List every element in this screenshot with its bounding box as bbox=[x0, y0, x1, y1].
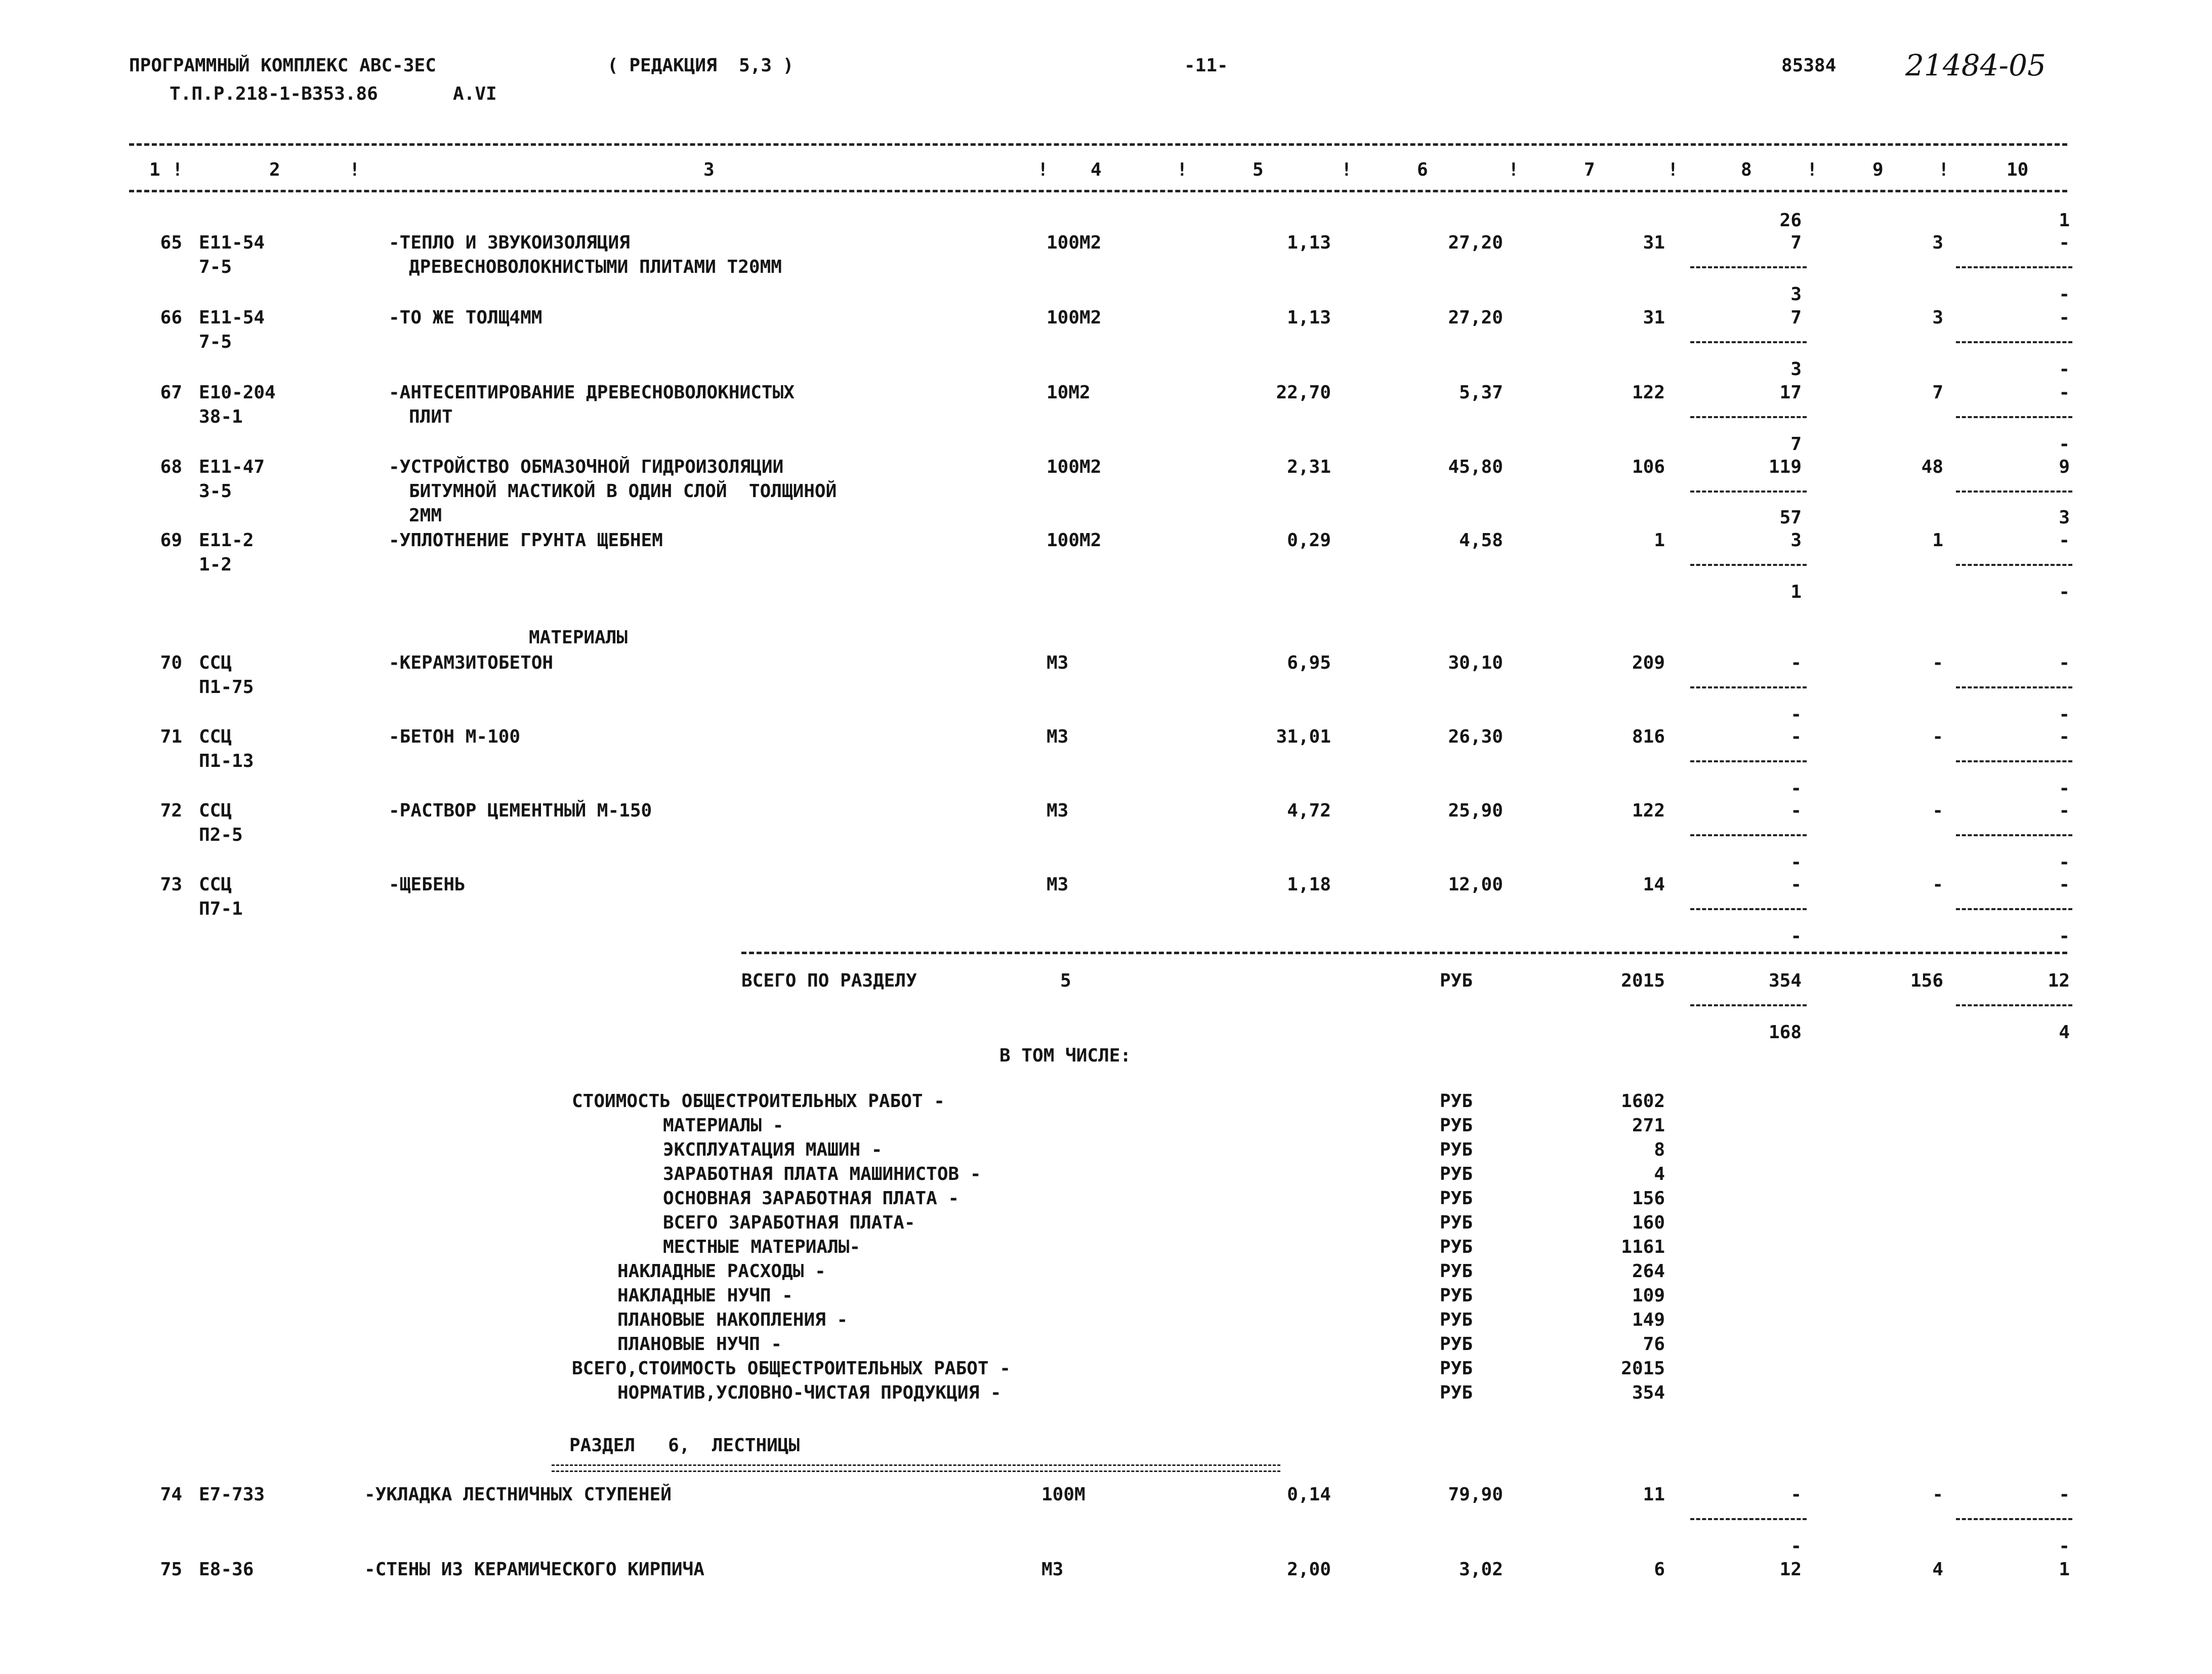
col-header-5: 5 bbox=[1253, 159, 1264, 180]
col-header-2: 2 bbox=[269, 159, 280, 180]
summary-value: 264 bbox=[1632, 1261, 1665, 1282]
col10-value: - bbox=[2059, 726, 2070, 747]
col10-bottom: - bbox=[2059, 284, 2070, 305]
unit-price: 4,58 bbox=[1459, 530, 1503, 551]
summary-value: 4 bbox=[1654, 1164, 1665, 1185]
fraction-rule bbox=[1956, 416, 2072, 418]
col10-bottom: 3 bbox=[2059, 507, 2070, 528]
unit-price: 5,37 bbox=[1459, 382, 1503, 403]
col10-bottom: - bbox=[2059, 1536, 2070, 1557]
section-total-col10: 12 bbox=[2048, 970, 2070, 991]
unit: 100М2 bbox=[1047, 457, 1102, 477]
col8-value: - bbox=[1790, 1484, 1802, 1505]
col-separator: ! bbox=[1938, 159, 1949, 180]
resource-code-sub: 1-2 bbox=[199, 554, 232, 575]
summary-label: ОСНОВНАЯ ЗАРАБОТНАЯ ПЛАТА - bbox=[663, 1188, 959, 1209]
col10-value: 9 bbox=[2059, 457, 2070, 477]
summary-label: НОРМАТИВ,УСЛОВНО-ЧИСТАЯ ПРОДУКЦИЯ - bbox=[617, 1382, 1001, 1403]
section-title-underline bbox=[552, 1464, 1280, 1472]
resource-code-sub: П2-5 bbox=[199, 825, 243, 845]
quantity: 4,72 bbox=[1287, 800, 1331, 821]
handwritten-doc-number: 21484-05 bbox=[1905, 48, 2046, 83]
total-cost: 122 bbox=[1632, 800, 1665, 821]
materials-heading: МАТЕРИАЛЫ bbox=[529, 627, 628, 648]
fraction-rule bbox=[1690, 760, 1807, 762]
summary-unit: РУБ bbox=[1440, 1164, 1473, 1185]
fraction-rule bbox=[1956, 908, 2072, 910]
col-separator: ! bbox=[1667, 159, 1679, 180]
total-cost: 106 bbox=[1632, 457, 1665, 477]
col9-value: 3 bbox=[1932, 307, 1943, 328]
row-number: 71 bbox=[160, 726, 182, 747]
work-description: -УСТРОЙСТВО ОБМАЗОЧНОЙ ГИДРОИЗОЛЯЦИИ bbox=[389, 457, 784, 477]
resource-code: Е11-54 bbox=[199, 232, 265, 253]
col10-value: - bbox=[2059, 530, 2070, 551]
col8-value: 12 bbox=[1779, 1559, 1802, 1580]
summary-unit: РУБ bbox=[1440, 1334, 1473, 1355]
col9-value: 7 bbox=[1932, 382, 1943, 403]
summary-value: 160 bbox=[1632, 1212, 1665, 1233]
fraction-rule bbox=[1690, 834, 1807, 836]
section-total-col9: 156 bbox=[1910, 970, 1943, 991]
col10-bottom: - bbox=[2059, 359, 2070, 380]
col8-bottom: - bbox=[1790, 704, 1802, 725]
row-number: 69 bbox=[160, 530, 182, 551]
col10-value: 1 bbox=[2059, 1559, 2070, 1580]
unit: 100М2 bbox=[1047, 307, 1102, 328]
section-total-unit: РУБ bbox=[1440, 970, 1473, 991]
resource-code: Е10-204 bbox=[199, 382, 276, 403]
row-number: 72 bbox=[160, 800, 182, 821]
fraction-rule bbox=[1956, 834, 2072, 836]
col8-value: - bbox=[1790, 874, 1802, 895]
summary-value: 156 bbox=[1632, 1188, 1665, 1209]
quantity: 1,13 bbox=[1287, 232, 1331, 253]
summary-label: ВСЕГО ЗАРАБОТНАЯ ПЛАТА- bbox=[663, 1212, 915, 1233]
unit-price: 27,20 bbox=[1448, 232, 1503, 253]
section-total-col8: 354 bbox=[1768, 970, 1802, 991]
header-rule-top bbox=[129, 143, 2067, 146]
col9-value: 1 bbox=[1932, 530, 1943, 551]
quantity: 1,13 bbox=[1287, 307, 1331, 328]
col10-value: - bbox=[2059, 1484, 2070, 1505]
summary-label: МЕСТНЫЕ МАТЕРИАЛЫ- bbox=[663, 1237, 861, 1257]
summary-unit: РУБ bbox=[1440, 1091, 1473, 1112]
unit: М3 bbox=[1047, 652, 1069, 673]
col9-value: - bbox=[1932, 652, 1943, 673]
work-description-cont: 2ММ bbox=[409, 505, 442, 526]
header-rule-bottom bbox=[129, 190, 2067, 192]
summary-label: НАКЛАДНЫЕ НУЧП - bbox=[617, 1285, 793, 1306]
fraction-rule bbox=[1690, 564, 1807, 566]
summary-label: МАТЕРИАЛЫ - bbox=[663, 1115, 784, 1136]
register-code: 85384 bbox=[1781, 55, 1837, 76]
unit: 100М2 bbox=[1047, 232, 1102, 253]
resource-code: Е11-47 bbox=[199, 457, 265, 477]
col9-value: - bbox=[1932, 874, 1943, 895]
col8-value: 3 bbox=[1790, 530, 1802, 551]
col-separator: ! bbox=[1341, 159, 1352, 180]
unit: М3 bbox=[1047, 726, 1069, 747]
row-number: 65 bbox=[160, 232, 182, 253]
quantity: 22,70 bbox=[1276, 382, 1331, 403]
summary-label: ПЛАНОВЫЕ НУЧП - bbox=[617, 1334, 782, 1355]
col8-value: - bbox=[1790, 726, 1802, 747]
summary-value: 354 bbox=[1632, 1382, 1665, 1403]
quantity: 2,00 bbox=[1287, 1559, 1331, 1580]
col10-value: - bbox=[2059, 307, 2070, 328]
resource-code-sub: 7-5 bbox=[199, 332, 232, 352]
resource-code: ССЦ bbox=[199, 874, 232, 895]
summary-unit: РУБ bbox=[1440, 1310, 1473, 1330]
summary-value: 1602 bbox=[1621, 1091, 1665, 1112]
row-number: 70 bbox=[160, 652, 182, 673]
col-header-6: 6 bbox=[1417, 159, 1428, 180]
col8-bottom: 3 bbox=[1790, 359, 1802, 380]
summary-unit: РУБ bbox=[1440, 1285, 1473, 1306]
unit-price: 25,90 bbox=[1448, 800, 1503, 821]
quantity: 2,31 bbox=[1287, 457, 1331, 477]
col-separator: ! bbox=[349, 159, 360, 180]
col8-bottom: - bbox=[1790, 926, 1802, 947]
fraction-rule bbox=[1690, 1004, 1807, 1006]
section-total-rule bbox=[741, 952, 2067, 954]
summary-value: 2015 bbox=[1621, 1358, 1665, 1379]
work-description: -БЕТОН М-100 bbox=[389, 726, 521, 747]
summary-unit: РУБ bbox=[1440, 1358, 1473, 1379]
fraction-rule bbox=[1690, 416, 1807, 418]
unit-price: 79,90 bbox=[1448, 1484, 1503, 1505]
col-header-10: 10 bbox=[2007, 159, 2029, 180]
row-number: 66 bbox=[160, 307, 182, 328]
album-number: A.VI bbox=[453, 84, 497, 104]
total-cost: 31 bbox=[1643, 307, 1665, 328]
unit: 10М2 bbox=[1047, 382, 1091, 403]
unit: 100М2 bbox=[1047, 530, 1102, 551]
col8-value: - bbox=[1790, 652, 1802, 673]
summary-label: СТОИМОСТЬ ОБЩЕСТРОИТЕЛЬНЫХ РАБОТ - bbox=[572, 1091, 945, 1112]
col10-bottom: - bbox=[2059, 778, 2070, 799]
edition: ( РЕДАКЦИЯ 5,3 ) bbox=[607, 55, 794, 76]
quantity: 0,29 bbox=[1287, 530, 1331, 551]
summary-value: 1161 bbox=[1621, 1237, 1665, 1257]
work-description: -КЕРАМЗИТОБЕТОН bbox=[389, 652, 554, 673]
quantity: 31,01 bbox=[1276, 726, 1331, 747]
section-title: РАЗДЕЛ 6, ЛЕСТНИЦЫ bbox=[569, 1435, 800, 1456]
work-description-cont: ПЛИТ bbox=[409, 406, 453, 427]
col10-bottom: - bbox=[2059, 582, 2070, 602]
summary-value: 76 bbox=[1643, 1334, 1665, 1355]
row-number: 73 bbox=[160, 874, 182, 895]
col8-bottom: 7 bbox=[1790, 434, 1802, 455]
resource-code: ССЦ bbox=[199, 726, 232, 747]
col-separator: ! bbox=[1037, 159, 1049, 180]
col8-bottom: 1 bbox=[1790, 582, 1802, 602]
total-cost: 6 bbox=[1654, 1559, 1665, 1580]
col10-top: 1 bbox=[2059, 210, 2070, 231]
including-label: В ТОМ ЧИСЛЕ: bbox=[999, 1045, 1132, 1066]
col8-top: 26 bbox=[1779, 210, 1802, 231]
col8-bottom: 3 bbox=[1790, 284, 1802, 305]
work-description: -УКЛАДКА ЛЕСТНИЧНЫХ СТУПЕНЕЙ bbox=[364, 1484, 672, 1505]
unit-price: 45,80 bbox=[1448, 457, 1503, 477]
resource-code-sub: П1-13 bbox=[199, 751, 254, 771]
col8-bottom: - bbox=[1790, 778, 1802, 799]
col8-value: 7 bbox=[1790, 307, 1802, 328]
col-separator: ! bbox=[172, 159, 183, 180]
summary-unit: РУБ bbox=[1440, 1115, 1473, 1136]
col-separator: ! bbox=[1177, 159, 1188, 180]
project-code: Т.П.Р.218-1-ВЗ53.86 bbox=[170, 84, 378, 104]
col8-bottom: - bbox=[1790, 852, 1802, 873]
total-cost: 14 bbox=[1643, 874, 1665, 895]
work-description-cont: БИТУМНОЙ МАСТИКОЙ В ОДИН СЛОЙ ТОЛЩИНОЙ bbox=[409, 481, 837, 502]
fraction-rule bbox=[1690, 341, 1807, 343]
col-separator: ! bbox=[1807, 159, 1818, 180]
work-description: -ТО ЖЕ ТОЛЩ4ММ bbox=[389, 307, 542, 328]
resource-code: Е8-36 bbox=[199, 1559, 254, 1580]
fraction-rule bbox=[1690, 686, 1807, 688]
fraction-rule bbox=[1956, 564, 2072, 566]
fraction-rule bbox=[1956, 686, 2072, 688]
col8-value: 17 bbox=[1779, 382, 1802, 403]
col9-value: - bbox=[1932, 800, 1943, 821]
row-number: 74 bbox=[160, 1484, 182, 1505]
total-cost: 209 bbox=[1632, 652, 1665, 673]
summary-value: 8 bbox=[1654, 1139, 1665, 1160]
fraction-rule bbox=[1690, 908, 1807, 910]
fraction-rule bbox=[1956, 1004, 2072, 1006]
resource-code-sub: 7-5 bbox=[199, 257, 232, 277]
resource-code-sub: 38-1 bbox=[199, 406, 243, 427]
fraction-rule bbox=[1956, 266, 2072, 268]
col-header-7: 7 bbox=[1584, 159, 1595, 180]
section-number: 5 bbox=[1060, 970, 1071, 991]
col9-value: 3 bbox=[1932, 232, 1943, 253]
work-description: -РАСТВОР ЦЕМЕНТНЫЙ М-150 bbox=[389, 800, 652, 821]
unit-price: 3,02 bbox=[1459, 1559, 1503, 1580]
col10-value: - bbox=[2059, 800, 2070, 821]
section-total-col10-bottom: 4 bbox=[2059, 1022, 2070, 1043]
col-header-3: 3 bbox=[703, 159, 715, 180]
col10-value: - bbox=[2059, 874, 2070, 895]
col-header-8: 8 bbox=[1741, 159, 1752, 180]
page-number: -11- bbox=[1184, 55, 1228, 76]
col10-value: - bbox=[2059, 382, 2070, 403]
summary-value: 109 bbox=[1632, 1285, 1665, 1306]
col10-bottom: - bbox=[2059, 434, 2070, 455]
work-description: -ЩЕБЕНЬ bbox=[389, 874, 466, 895]
row-number: 75 bbox=[160, 1559, 182, 1580]
fraction-rule bbox=[1956, 760, 2072, 762]
work-description-cont: ДРЕВЕСНОВОЛОКНИСТЫМИ ПЛИТАМИ Т20ММ bbox=[409, 257, 782, 277]
fraction-rule bbox=[1690, 1518, 1807, 1520]
col-header-9: 9 bbox=[1872, 159, 1884, 180]
unit: М3 bbox=[1047, 874, 1069, 895]
work-description: -СТЕНЫ ИЗ КЕРАМИЧЕСКОГО КИРПИЧА bbox=[364, 1559, 704, 1580]
col-separator: ! bbox=[1508, 159, 1519, 180]
fraction-rule bbox=[1956, 1518, 2072, 1520]
quantity: 6,95 bbox=[1287, 652, 1331, 673]
total-cost: 816 bbox=[1632, 726, 1665, 747]
fraction-rule bbox=[1956, 491, 2072, 493]
unit-price: 26,30 bbox=[1448, 726, 1503, 747]
resource-code-sub: П7-1 bbox=[199, 899, 243, 919]
unit: М3 bbox=[1041, 1559, 1064, 1580]
total-cost: 1 bbox=[1654, 530, 1665, 551]
work-description: -АНТЕСЕПТИРОВАНИЕ ДРЕВЕСНОВОЛОКНИСТЫХ bbox=[389, 382, 795, 403]
col9-value: 4 bbox=[1932, 1559, 1943, 1580]
program-name: ПРОГРАММНЫЙ КОМПЛЕКС АВС-ЗЕС bbox=[129, 55, 436, 76]
col8-value: 119 bbox=[1768, 457, 1802, 477]
summary-value: 271 bbox=[1632, 1115, 1665, 1136]
total-cost: 31 bbox=[1643, 232, 1665, 253]
work-description: -ТЕПЛО И ЗВУКОИЗОЛЯЦИЯ bbox=[389, 232, 630, 253]
fraction-rule bbox=[1690, 266, 1807, 268]
resource-code-sub: 3-5 bbox=[199, 481, 232, 502]
col-header-4: 4 bbox=[1091, 159, 1102, 180]
summary-label: ПЛАНОВЫЕ НАКОПЛЕНИЯ - bbox=[617, 1310, 848, 1330]
unit-price: 27,20 bbox=[1448, 307, 1503, 328]
col8-value: - bbox=[1790, 800, 1802, 821]
total-cost: 11 bbox=[1643, 1484, 1665, 1505]
summary-unit: РУБ bbox=[1440, 1188, 1473, 1209]
section-total-label: ВСЕГО ПО РАЗДЕЛУ bbox=[741, 970, 917, 991]
summary-unit: РУБ bbox=[1440, 1212, 1473, 1233]
col9-value: 48 bbox=[1921, 457, 1943, 477]
section-total-col8-bottom: 168 bbox=[1768, 1022, 1802, 1043]
col-header-1: 1 bbox=[149, 159, 160, 180]
quantity: 0,14 bbox=[1287, 1484, 1331, 1505]
unit: 100М bbox=[1041, 1484, 1086, 1505]
col10-bottom: - bbox=[2059, 926, 2070, 947]
summary-unit: РУБ bbox=[1440, 1261, 1473, 1282]
col8-value: 7 bbox=[1790, 232, 1802, 253]
fraction-rule bbox=[1956, 341, 2072, 343]
col9-value: - bbox=[1932, 726, 1943, 747]
col8-bottom: 57 bbox=[1779, 507, 1802, 528]
summary-unit: РУБ bbox=[1440, 1382, 1473, 1403]
resource-code: ССЦ bbox=[199, 652, 232, 673]
resource-code: Е11-2 bbox=[199, 530, 254, 551]
summary-label: ЭКСПЛУАТАЦИЯ МАШИН - bbox=[663, 1139, 883, 1160]
row-number: 67 bbox=[160, 382, 182, 403]
unit: М3 bbox=[1047, 800, 1069, 821]
unit-price: 12,00 bbox=[1448, 874, 1503, 895]
col10-bottom: - bbox=[2059, 852, 2070, 873]
summary-label: ЗАРАБОТНАЯ ПЛАТА МАШИНИСТОВ - bbox=[663, 1164, 981, 1185]
resource-code: Е11-54 bbox=[199, 307, 265, 328]
summary-label: НАКЛАДНЫЕ РАСХОДЫ - bbox=[617, 1261, 826, 1282]
resource-code: ССЦ bbox=[199, 800, 232, 821]
section-total-cost: 2015 bbox=[1621, 970, 1665, 991]
summary-value: 149 bbox=[1632, 1310, 1665, 1330]
total-cost: 122 bbox=[1632, 382, 1665, 403]
col9-value: - bbox=[1932, 1484, 1943, 1505]
col10-bottom: - bbox=[2059, 704, 2070, 725]
row-number: 68 bbox=[160, 457, 182, 477]
fraction-rule bbox=[1690, 491, 1807, 493]
summary-unit: РУБ bbox=[1440, 1139, 1473, 1160]
col8-bottom: - bbox=[1790, 1536, 1802, 1557]
unit-price: 30,10 bbox=[1448, 652, 1503, 673]
summary-label: ВСЕГО,СТОИМОСТЬ ОБЩЕСТРОИТЕЛЬНЫХ РАБОТ - bbox=[572, 1358, 1011, 1379]
resource-code-sub: П1-75 bbox=[199, 677, 254, 698]
col10-value: - bbox=[2059, 232, 2070, 253]
quantity: 1,18 bbox=[1287, 874, 1331, 895]
work-description: -УПЛОТНЕНИЕ ГРУНТА ЩЕБНЕМ bbox=[389, 530, 663, 551]
col10-value: - bbox=[2059, 652, 2070, 673]
summary-unit: РУБ bbox=[1440, 1237, 1473, 1257]
resource-code: Е7-733 bbox=[199, 1484, 265, 1505]
